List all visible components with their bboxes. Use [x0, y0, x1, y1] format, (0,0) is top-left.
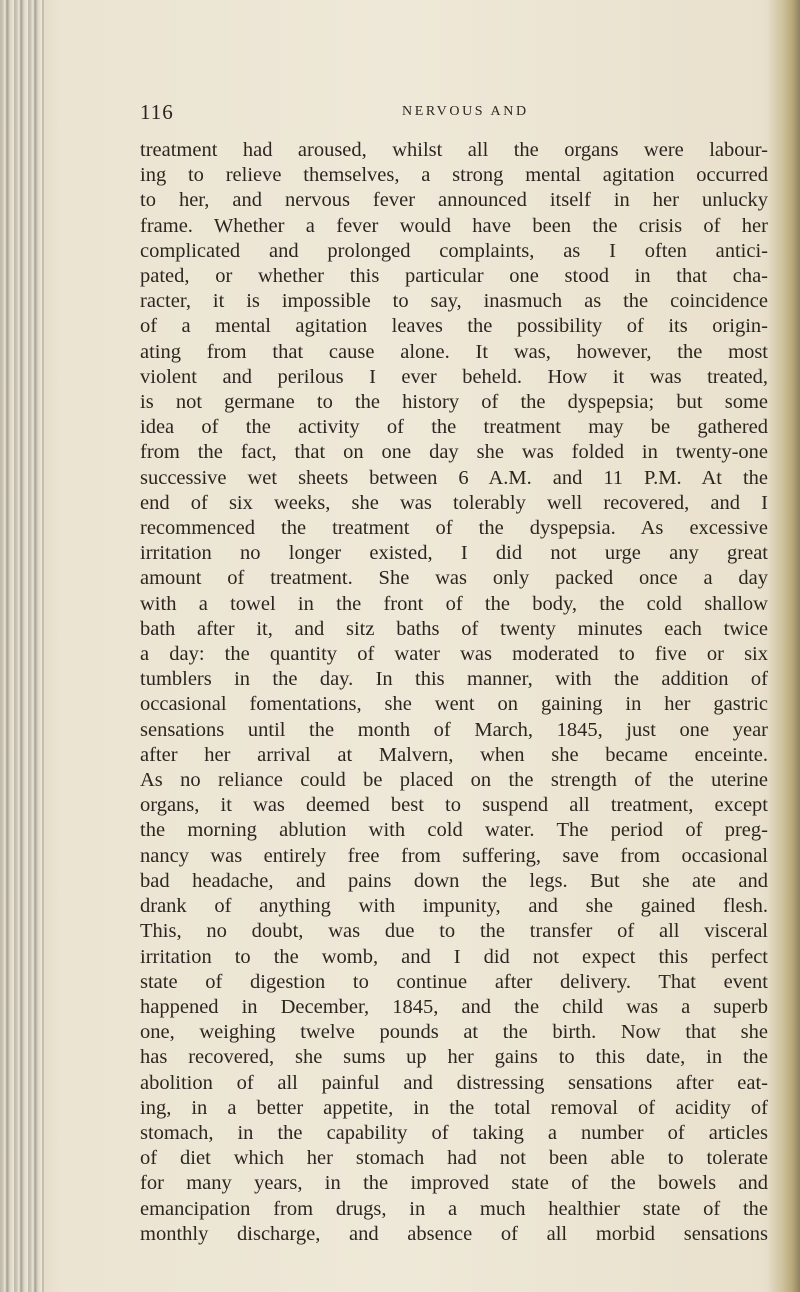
text-line: to her, and nervous fever announced itself in her unlucky [140, 189, 768, 212]
text-line: after her arrival at Malvern, when she became enceinte. [140, 743, 768, 766]
text-line: ating from that cause alone. It was, however, the most [140, 340, 768, 363]
text-line: of a mental agitation leaves the possibility of its origin- [140, 315, 768, 338]
text-line: This, no doubt, was due to the transfer of all visceral [140, 920, 768, 943]
text-line: is not germane to the history of the dyspepsia; but some [140, 391, 768, 414]
text-line: of diet which her stomach had not been able to tolerate [140, 1147, 768, 1170]
text-line: monthly discharge, and absence of all morbid sensations [140, 1222, 768, 1245]
text-line: complicated and prolonged complaints, as I often antici- [140, 239, 768, 262]
page-header [140, 100, 768, 136]
text-line: pated, or whether this particular one stood in that cha- [140, 265, 768, 288]
text-line: ing to relieve themselves, a strong mental agitation occurred [140, 164, 768, 187]
text-line: end of six weeks, she was tolerably well recovered, and I [140, 491, 768, 514]
text-line: from the fact, that on one day she was folded in twenty-one [140, 441, 768, 464]
text-line: abolition of all painful and distressing sensations after eat- [140, 1071, 768, 1094]
text-line: state of digestion to continue after delivery. That event [140, 970, 768, 993]
text-line: successive wet sheets between 6 A.M. and 11 P.M. At the [140, 466, 768, 489]
text-line: frame. Whether a fever would have been the crisis of her [140, 214, 768, 237]
text-line: ing, in a better appetite, in the total removal of acidity of [140, 1096, 768, 1119]
text-line: for many years, in the improved state of the bowels and [140, 1172, 768, 1195]
text-line: nancy was entirely free from suffering, save from occasional [140, 844, 768, 867]
text-line: idea of the activity of the treatment may be gathered [140, 416, 768, 439]
text-line: stomach, in the capability of taking a number of articles [140, 1121, 768, 1144]
text-line: amount of treatment. She was only packed once a day [140, 567, 768, 590]
running-head: NERVOUS AND [402, 104, 529, 119]
text-line: one, weighing twelve pounds at the birth. Now that she [140, 1021, 768, 1044]
text-line: a day: the quantity of water was moderated to five or six [140, 643, 768, 666]
body-text [140, 138, 768, 1247]
text-line: racter, it is impossible to say, inasmuch as the coincidence [140, 290, 768, 313]
text-line: bad headache, and pains down the legs. But she ate and [140, 869, 768, 892]
text-line: irritation no longer existed, I did not urge any great [140, 542, 768, 565]
text-line: violent and perilous I ever beheld. How it was treated, [140, 365, 768, 388]
text-line: happened in December, 1845, and the child was a superb [140, 995, 768, 1018]
page-number: 116 [140, 100, 174, 124]
text-line: sensations until the month of March, 1845, just one year [140, 718, 768, 741]
book-page [140, 100, 768, 1247]
text-line: As no reliance could be placed on the strength of the uterine [140, 769, 768, 792]
text-line: occasional fomentations, she went on gaining in her gastric [140, 693, 768, 716]
text-line: treatment had aroused, whilst all the organs were labour- [140, 139, 768, 161]
text-line: organs, it was deemed best to suspend all treatment, except [140, 794, 768, 817]
text-line: emancipation from drugs, in a much healthier state of the [140, 1197, 768, 1220]
text-line: the morning ablution with cold water. The period of preg- [140, 819, 768, 842]
text-line: tumblers in the day. In this manner, with the addition of [140, 668, 768, 691]
book-gutter [0, 0, 44, 1292]
text-line: recommenced the treatment of the dyspepsia. As excessive [140, 517, 768, 540]
text-line: has recovered, she sums up her gains to this date, in the [140, 1046, 768, 1069]
text-line: irritation to the womb, and I did not expect this perfect [140, 945, 768, 968]
text-line: with a towel in the front of the body, the cold shallow [140, 592, 768, 615]
text-line: bath after it, and sitz baths of twenty minutes each twice [140, 617, 768, 640]
page-edge [768, 0, 800, 1292]
text-line: drank of anything with impunity, and she gained flesh. [140, 895, 768, 918]
